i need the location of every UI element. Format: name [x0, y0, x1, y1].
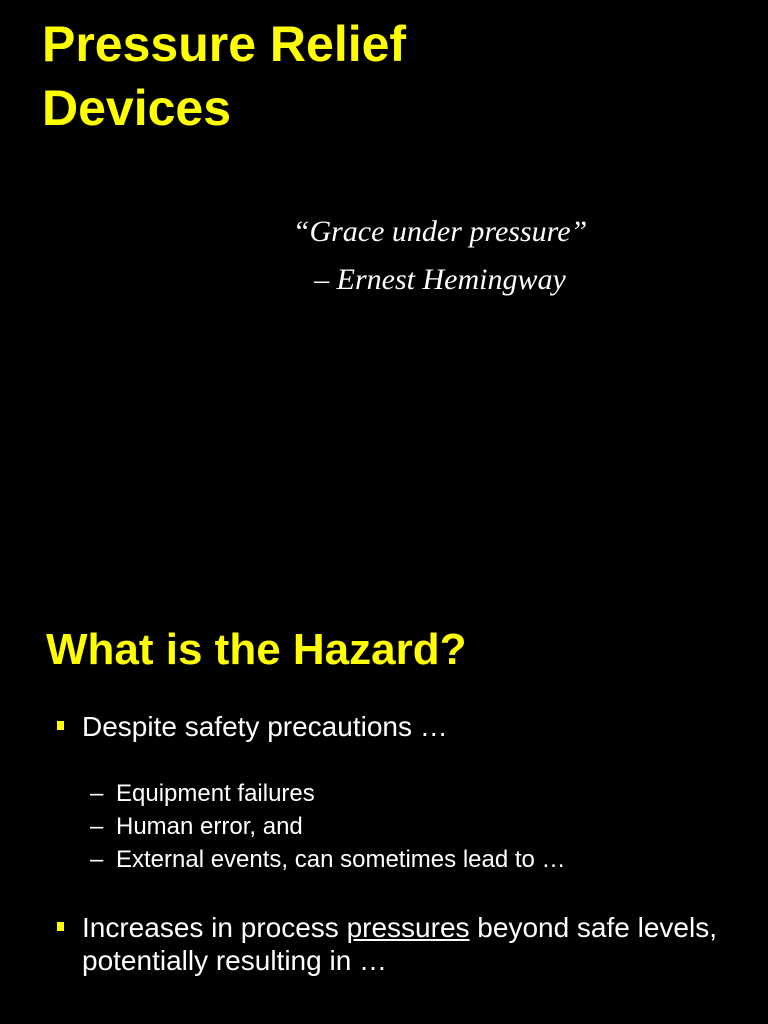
quote-text: “Grace under pressure” [292, 215, 588, 248]
dash-bullet-icon: – [90, 780, 104, 807]
bullet-text-part-1: Increases in process [82, 912, 347, 943]
quote-block [230, 208, 650, 304]
square-bullet-icon [57, 721, 64, 730]
slide-2 [0, 512, 768, 1024]
bullet-text-part-2: beyond safe levels, potentially resulting in … [82, 912, 718, 976]
dash-bullet-icon: – [90, 846, 104, 873]
square-bullet-icon [57, 922, 64, 931]
sub-bullet-text: Equipment failures [116, 780, 315, 807]
quote-attribution: – Ernest Hemingway [314, 263, 566, 296]
sub-bullet-text: Human error, and [116, 813, 303, 840]
sub-bullet-item [90, 777, 716, 810]
bullet-item [82, 911, 722, 977]
dash-bullet-icon: – [90, 813, 104, 840]
slide-title [42, 12, 406, 140]
slide-title-line-2: Devices [42, 80, 232, 136]
bullet-text: Despite safety precautions … [82, 711, 448, 742]
sub-bullet-text: External events, can sometimes lead to … [116, 846, 566, 873]
underlined-emphasis: pressures [346, 912, 470, 943]
bullet-item [82, 710, 722, 743]
slide-title: What is the Hazard? [46, 625, 467, 674]
sub-bullet-item [90, 810, 716, 843]
slide-title-line-1: Pressure Relief [42, 16, 407, 72]
sub-bullet-item [90, 843, 716, 876]
